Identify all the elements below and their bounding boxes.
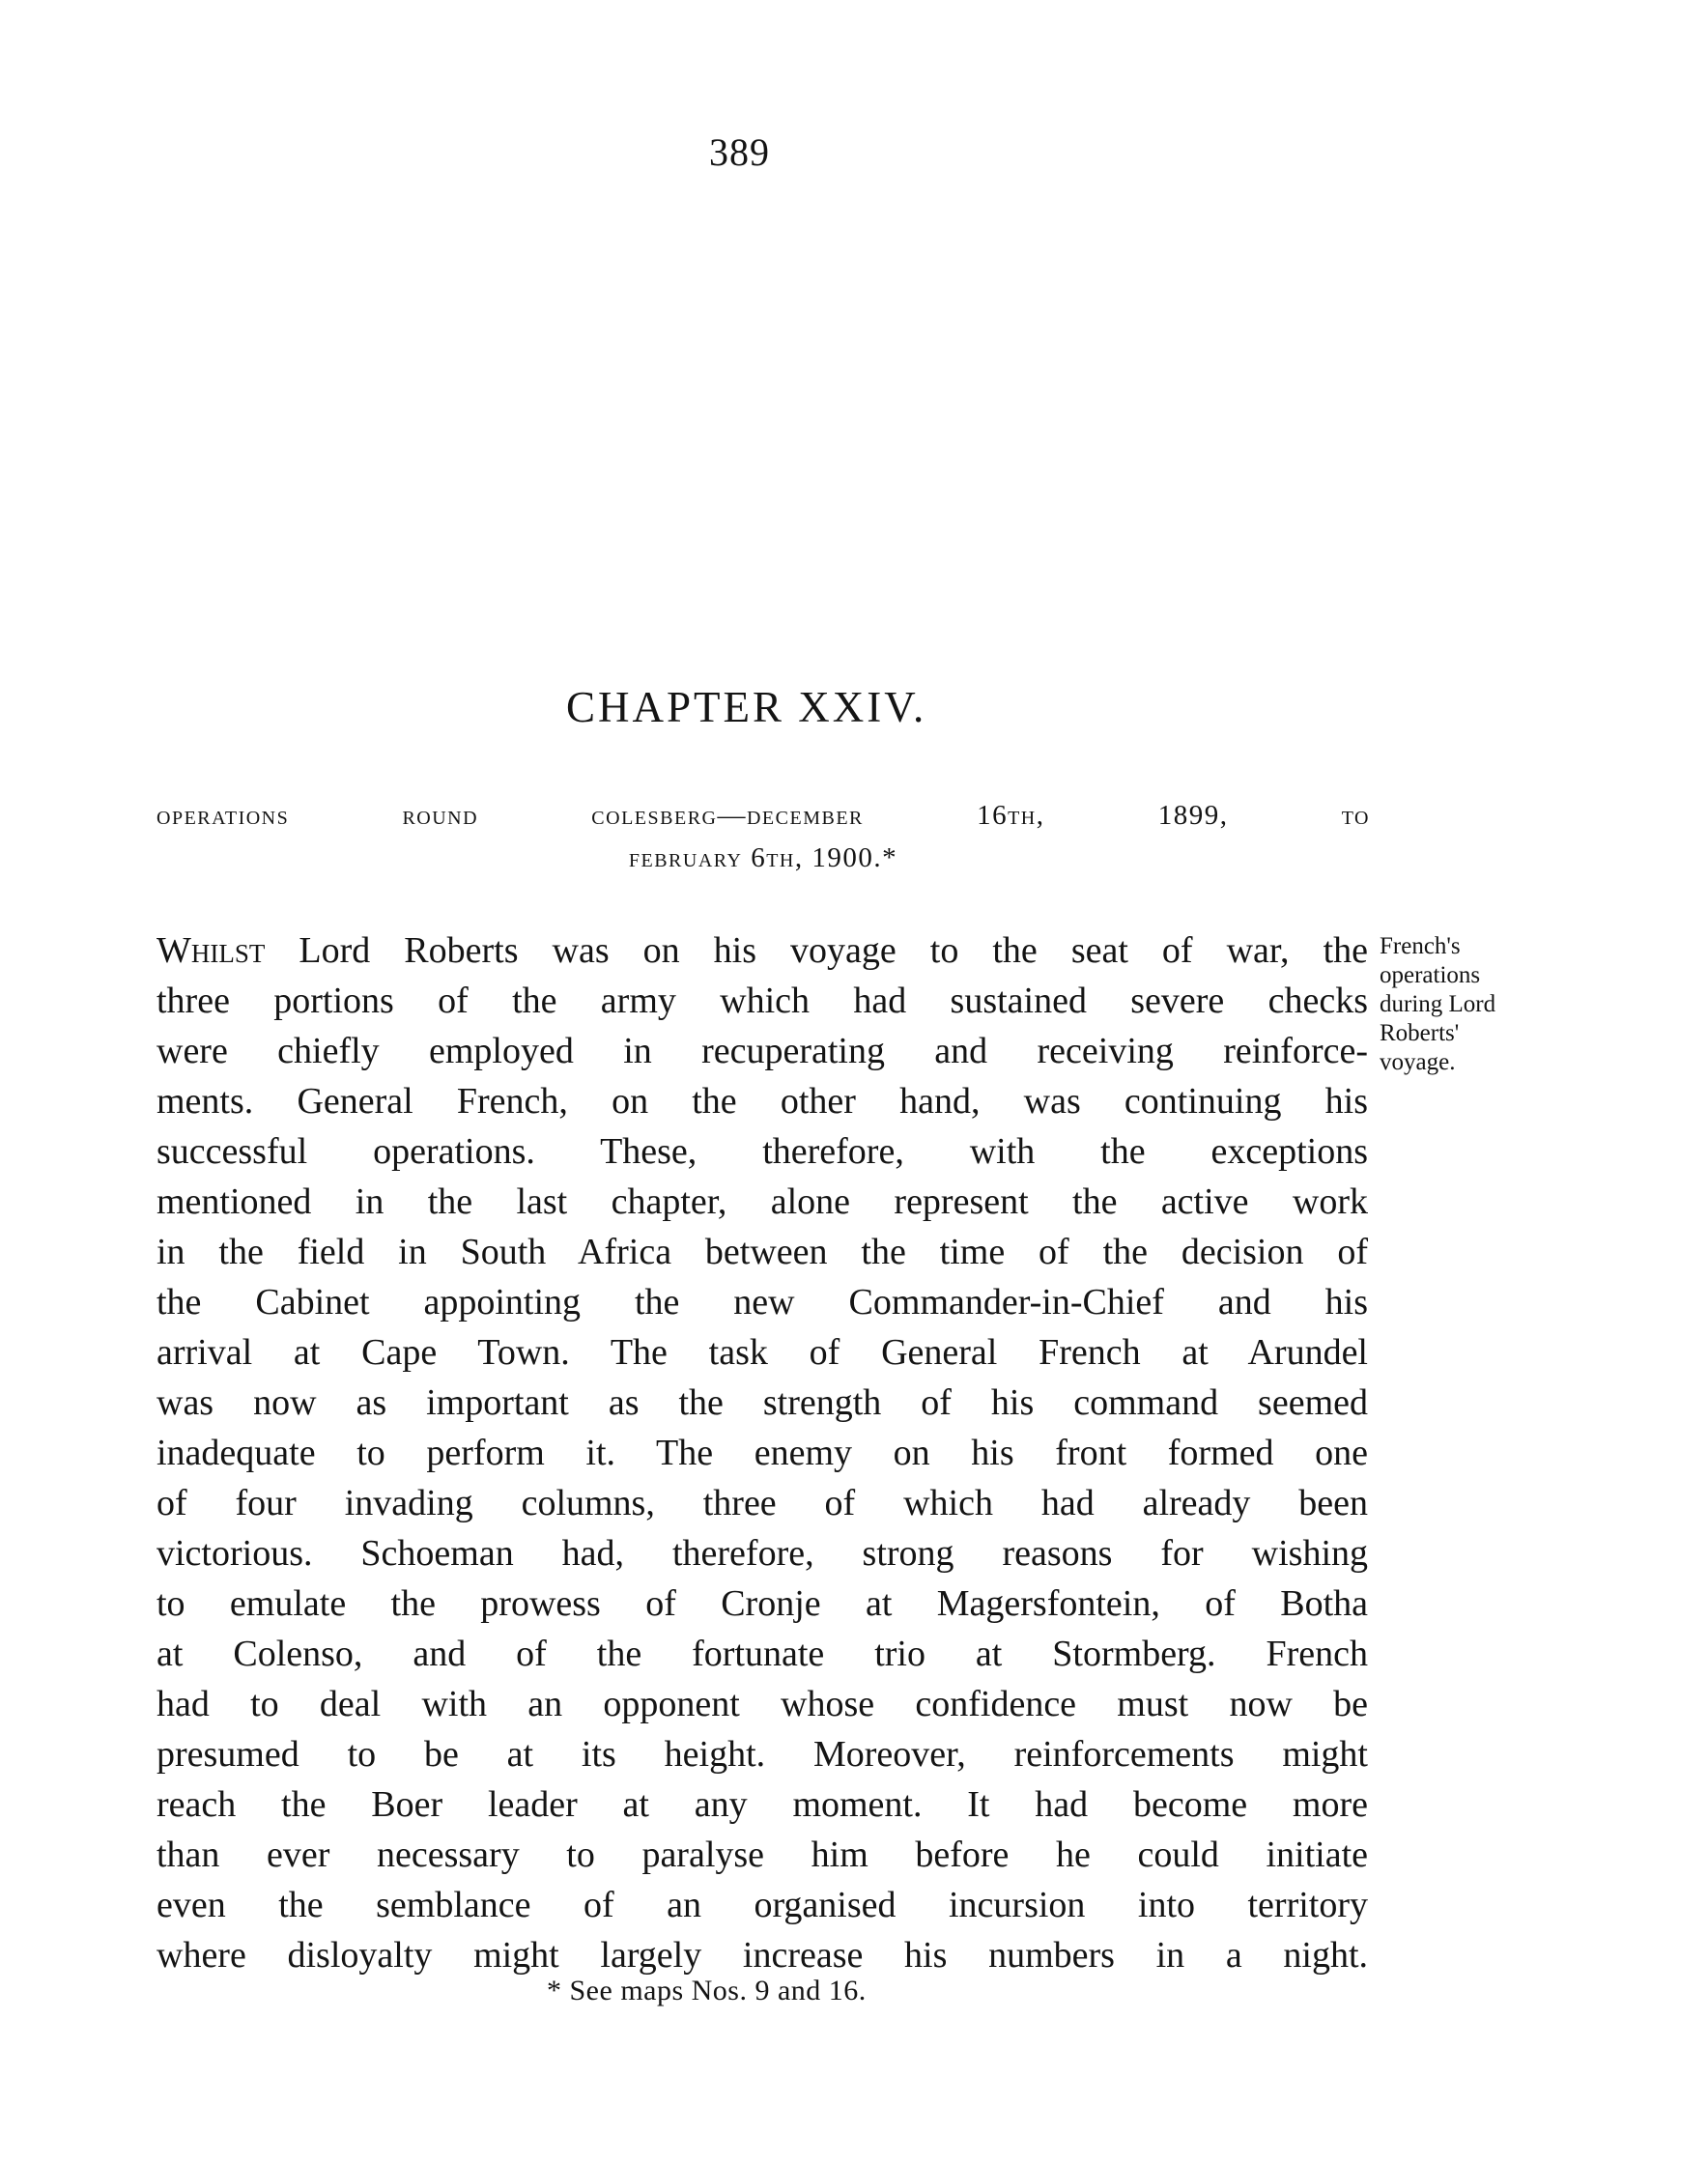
marginal-note-line: during Lord <box>1380 991 1496 1017</box>
body-line: mentioned in the last chapter, alone represent the active work <box>157 1181 1368 1222</box>
body-line: were chiefly employed in recuperating and receiving reinforce- <box>157 1031 1368 1071</box>
chapter-subtitle <box>157 794 1370 879</box>
body-line: was now as important as the strength of his command seemed <box>157 1382 1368 1423</box>
body-line: successful operations. These, therefore, with the exceptions <box>157 1131 1368 1172</box>
chapter-subtitle-line-2: february 6th, 1900.* <box>628 842 898 873</box>
chapter-subtitle-line-1: operations round colesberg—december 16th, 1899, to <box>157 800 1370 831</box>
body-line: reach the Boer leader at any moment. It had become more <box>157 1784 1368 1825</box>
marginal-note-line: operations <box>1380 962 1481 988</box>
body-line: to emulate the prowess of Cronje at Magersfontein, of Botha <box>157 1583 1368 1624</box>
body-line: in the field in South Africa between the time of the decision of <box>157 1232 1368 1272</box>
body-line: of four invading columns, three of which had already been <box>157 1483 1368 1523</box>
chapter-title: CHAPTER XXIV. <box>566 683 927 731</box>
body-line: than ever necessary to paralyse him before he could initiate <box>157 1835 1368 1875</box>
marginal-note-line: French's <box>1380 933 1461 959</box>
body-paragraph <box>157 925 1368 1980</box>
marginal-note-line: Roberts' <box>1380 1020 1460 1046</box>
body-line: where disloyalty might largely increase his numbers in a night. <box>157 1935 1368 1976</box>
body-line: inadequate to perform it. The enemy on his front formed one <box>157 1433 1368 1473</box>
body-line: victorious. Schoeman had, therefore, strong reasons for wishing <box>157 1533 1368 1574</box>
marginal-note <box>1380 932 1563 1077</box>
footnote: * See maps Nos. 9 and 16. <box>547 1975 867 2006</box>
body-line: had to deal with an opponent whose confidence must now be <box>157 1684 1368 1724</box>
body-line: at Colenso, and of the fortunate trio at Stormberg. French <box>157 1634 1368 1674</box>
body-line: the Cabinet appointing the new Commander-in-Chief and his <box>157 1282 1368 1323</box>
page-number: 389 <box>709 130 770 174</box>
drop-word: Whilst <box>157 930 266 971</box>
marginal-note-line: voyage. <box>1380 1049 1456 1075</box>
body-line: even the semblance of an organised incursion into territory <box>157 1885 1368 1925</box>
body-line-text: Lord Roberts was on his voyage to the seat of war, the <box>265 930 1368 971</box>
body-line: arrival at Cape Town. The task of General French at Arundel <box>157 1332 1368 1373</box>
body-line: presumed to be at its height. Moreover, reinforcements might <box>157 1734 1368 1775</box>
body-line <box>157 925 1368 976</box>
body-line: three portions of the army which had sustained severe checks <box>157 981 1368 1021</box>
body-line: ments. General French, on the other hand, was continuing his <box>157 1081 1368 1122</box>
